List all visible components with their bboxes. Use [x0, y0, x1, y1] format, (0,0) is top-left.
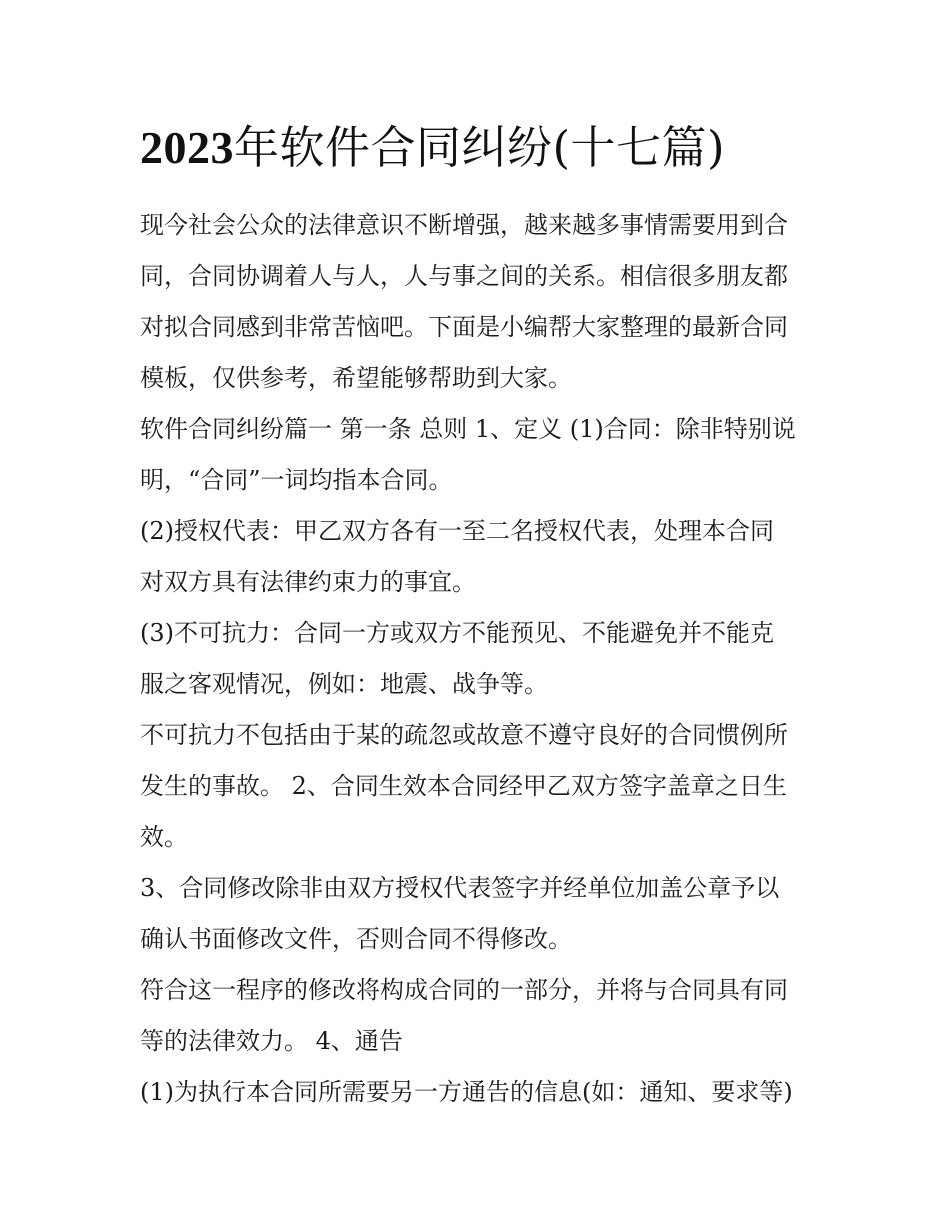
title-year: 2023: [140, 122, 234, 173]
text-line: 同，合同协调着人与人，人与事之间的关系。相信很多朋友都: [140, 262, 788, 290]
text-line: 3、合同修改除非由双方授权代表签字并经单位加盖公章予以: [140, 874, 780, 902]
text-line: 不可抗力不包括由于某的疏忽或故意不遵守良好的合同惯例所: [140, 721, 788, 749]
text-line: 确认书面修改文件，否则合同不得修改。: [140, 925, 572, 953]
text-line: 等的法律效力。 4、通告: [140, 1027, 403, 1055]
text-line: 现今社会公众的法律意识不断增强，越来越多事情需要用到合: [140, 211, 788, 239]
paragraph-intro: [140, 200, 820, 404]
paragraph-contract-amendment: [140, 863, 820, 965]
text-line: 对拟合同感到非常苦恼吧。下面是小编帮大家整理的最新合同: [140, 313, 788, 341]
text-line: (2)授权代表：甲乙双方各有一至二名授权代表，处理本合同: [140, 517, 774, 545]
text-line: 效。: [140, 823, 188, 851]
paragraph-definitions: [140, 404, 820, 506]
paragraph-authorized-rep: [140, 506, 820, 608]
text-line: 发生的事故。 2、合同生效本合同经甲乙双方签字盖章之日生: [140, 772, 787, 800]
text-line: (1)为执行本合同所需要另一方通告的信息(如：通知、要求等): [140, 1078, 793, 1106]
document-title: [140, 118, 820, 178]
text-line: 符合这一程序的修改将构成合同的一部分，并将与合同具有同: [140, 976, 788, 1004]
text-line: 明，“合同”一词均指本合同。: [140, 466, 453, 494]
paragraph-amendment-effect: [140, 965, 820, 1067]
text-line: 软件合同纠纷篇一 第一条 总则 1、定义 (1)合同：除非特别说: [140, 415, 796, 443]
text-line: 服之客观情况，例如：地震、战争等。: [140, 670, 548, 698]
paragraph-notice: [140, 1067, 820, 1118]
paragraph-force-majeure: [140, 608, 820, 710]
document-body: [140, 200, 820, 1118]
text-line: (3)不可抗力：合同一方或双方不能预见、不能避免并不能克: [140, 619, 774, 647]
title-text: 年软件合同纠纷(十七篇): [234, 121, 726, 174]
text-line: 模板，仅供参考，希望能够帮助到大家。: [140, 364, 572, 392]
text-line: 对双方具有法律约束力的事宜。: [140, 568, 476, 596]
paragraph-force-majeure-exclusion: [140, 710, 820, 863]
